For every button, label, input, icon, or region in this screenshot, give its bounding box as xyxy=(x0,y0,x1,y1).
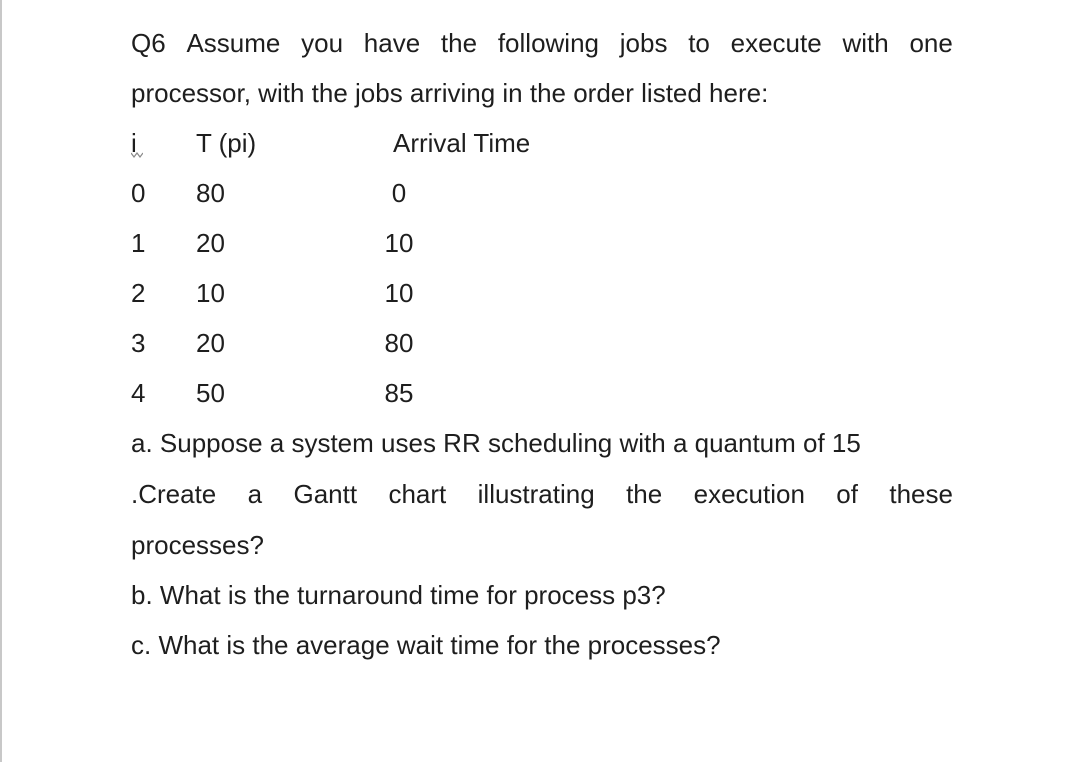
word: a xyxy=(247,479,263,509)
row-3-arrival: 80 xyxy=(384,328,414,358)
row-0-arrival: 0 xyxy=(391,178,407,208)
word: these xyxy=(889,479,953,509)
row-2-i: 2 xyxy=(131,278,146,308)
part-a-line-2 xyxy=(131,478,953,510)
part-a-line-3: processes? xyxy=(131,530,264,560)
question-line-2: processor, with the jobs arriving in the order listed here: xyxy=(131,78,769,108)
header-i: i xyxy=(131,127,137,159)
word: of xyxy=(836,479,858,509)
row-2-t: 10 xyxy=(196,278,225,308)
word: jobs xyxy=(619,28,668,58)
part-c: c. What is the average wait time for the processes? xyxy=(131,630,721,660)
word: the xyxy=(440,28,478,58)
row-1-i: 1 xyxy=(131,228,146,258)
word: with xyxy=(842,28,889,58)
word: execute xyxy=(730,28,822,58)
header-t-pi: T (pi) xyxy=(196,128,257,158)
row-4-t: 50 xyxy=(196,378,225,408)
word: Assume xyxy=(186,28,281,58)
word: execution xyxy=(693,479,805,509)
row-1-t: 20 xyxy=(196,228,225,258)
word: to xyxy=(688,28,710,58)
header-arrival-time: Arrival Time xyxy=(393,128,531,158)
word: one xyxy=(909,28,953,58)
row-3-t: 20 xyxy=(196,328,225,358)
row-3-i: 3 xyxy=(131,328,146,358)
spellcheck-squiggle-icon xyxy=(131,151,143,159)
question-line-1 xyxy=(131,27,953,59)
row-0-i: 0 xyxy=(131,178,146,208)
word: Q6 xyxy=(131,28,166,58)
word: chart xyxy=(388,479,447,509)
word: have xyxy=(363,28,421,58)
part-b: b. What is the turnaround time for process p3? xyxy=(131,580,666,610)
part-a-line-1: a. Suppose a system uses RR scheduling with a quantum of 15 xyxy=(131,428,861,458)
word: illustrating xyxy=(477,479,595,509)
row-2-arrival: 10 xyxy=(384,278,414,308)
row-1-arrival: 10 xyxy=(384,228,414,258)
row-4-i: 4 xyxy=(131,378,146,408)
page-left-border xyxy=(0,0,2,762)
word: .Create xyxy=(131,479,217,509)
word: following xyxy=(497,28,599,58)
row-0-t: 80 xyxy=(196,178,225,208)
word: Gantt xyxy=(293,479,358,509)
word: the xyxy=(626,479,663,509)
word: you xyxy=(301,28,344,58)
row-4-arrival: 85 xyxy=(384,378,414,408)
